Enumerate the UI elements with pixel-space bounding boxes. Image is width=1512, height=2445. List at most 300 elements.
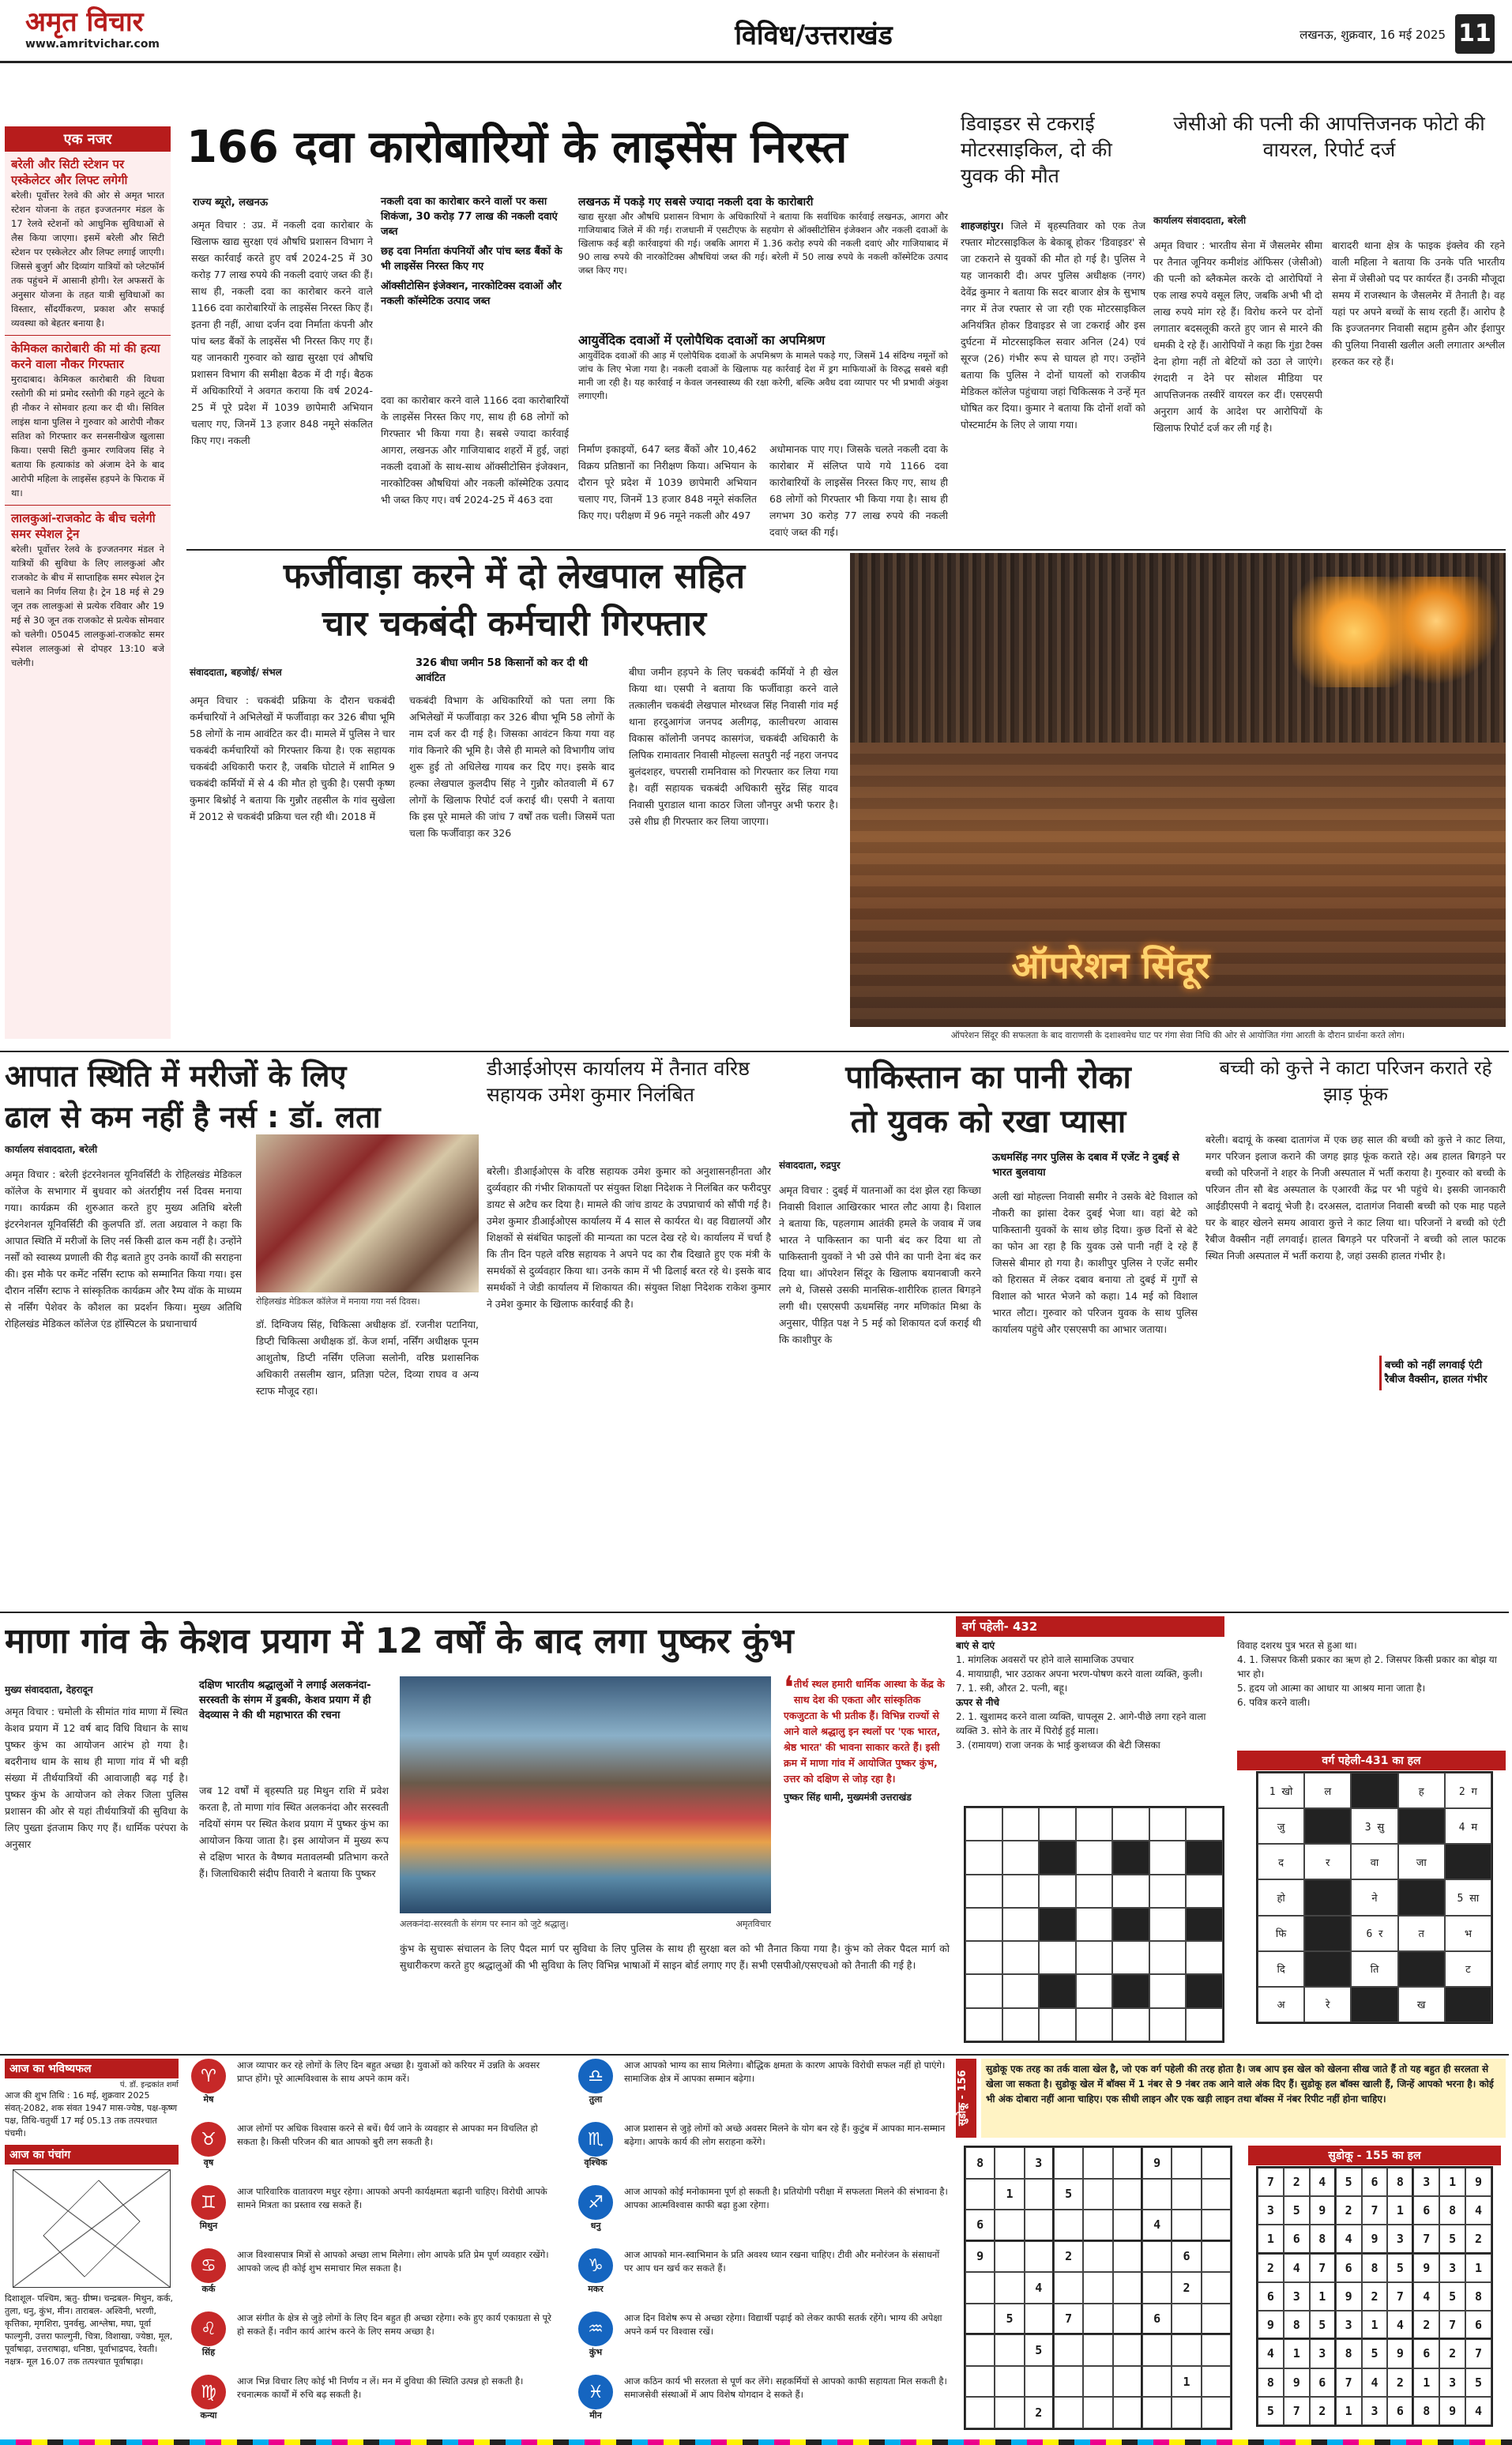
lead-col3: निर्माण इकाइयों, 647 ब्लड बैंकों और 10,462 विक्रय प्रतिष्ठानों का निरीक्षण किया। अभियान के दौरान पूरे प्रदेश में 1039 छापेमारी अभियान चलाए गए, जिनमें 13 हजार 848 नमूने संकलित किए गए। परीक्षण में 96 नमूने नकली और 497 bbox=[578, 443, 757, 521]
crossword-cell[interactable] bbox=[1002, 2008, 1040, 2041]
answer-cell bbox=[1304, 1808, 1351, 1844]
crossword-cell[interactable] bbox=[1186, 1807, 1223, 1841]
answer-cell: त bbox=[1398, 1916, 1445, 1951]
pakistan-bullet: ऊधमसिंह नगर पुलिस के दबाव में एजेंट ने दुबई से भारत बुलवाया bbox=[992, 1152, 1179, 1179]
sudoku-solution-cell: 9 bbox=[1413, 2254, 1439, 2282]
zodiac-row bbox=[574, 2248, 950, 2310]
kumbh-photo-caption: अलकनंदा-सरस्वती के संगम पर स्नान को जुटे श्रद्धालु। bbox=[400, 1919, 569, 1929]
zodiac-sign bbox=[574, 2248, 618, 2310]
zodiac-row bbox=[186, 2059, 558, 2120]
pakistan-headline-1[interactable]: पाकिस्तान का पानी रोका bbox=[845, 1059, 1131, 1096]
sudoku-cell[interactable] bbox=[1054, 2272, 1083, 2304]
crossword-title: वर्ग पहेली- 432 bbox=[956, 1616, 1224, 1637]
crossword-cell[interactable] bbox=[965, 2008, 1002, 2041]
sudoku-puzzle[interactable] bbox=[964, 2146, 1232, 2430]
zodiac-name: धनु bbox=[590, 2221, 601, 2231]
sudoku-solution-cell: 2 bbox=[1413, 2311, 1439, 2339]
sudoku-solution-cell: 3 bbox=[1439, 2368, 1465, 2397]
zodiac-name: मकर bbox=[588, 2284, 604, 2294]
crossword-cell[interactable] bbox=[1002, 1974, 1040, 2007]
sudoku-solution-cell: 6 bbox=[1413, 2339, 1439, 2368]
sudoku-cell[interactable] bbox=[1054, 2147, 1083, 2179]
dios-headline[interactable]: डीआईओएस कार्यालय में तैनात वरिष्ठ सहायक उमेश कुमार निलंबित bbox=[487, 1057, 750, 1106]
sudoku-solution-cell: 1 bbox=[1258, 2225, 1284, 2253]
zodiac-sign bbox=[574, 2059, 618, 2120]
sudoku-cell: 4 bbox=[1142, 2210, 1172, 2241]
sudoku-solution-cell: 1 bbox=[1465, 2254, 1491, 2282]
down-clue: 3. (रामायण) राजा जनक के भाई कुशध्वज की बेटी जिसका bbox=[956, 1740, 1160, 1751]
sudoku-cell[interactable] bbox=[1172, 2210, 1201, 2241]
zodiac-row bbox=[574, 2185, 950, 2247]
sudoku-cell[interactable] bbox=[1025, 2210, 1054, 2241]
sudoku-solution-cell: 5 bbox=[1439, 2282, 1465, 2311]
sudoku-cell[interactable] bbox=[1113, 2304, 1142, 2335]
sudoku-cell[interactable] bbox=[1054, 2397, 1083, 2428]
nurse-photo[interactable] bbox=[256, 1134, 479, 1292]
signs-right bbox=[574, 2059, 950, 2438]
sudoku-solution-cell: 2 bbox=[1362, 2282, 1388, 2311]
zodiac-sign bbox=[574, 2375, 618, 2436]
answer-cell: 2 ग bbox=[1445, 1773, 1491, 1808]
crossword-cell[interactable] bbox=[1002, 1841, 1040, 1874]
across-clue: 7. 1. स्त्री, औरत 2. पत्नी, बहू। bbox=[956, 1683, 1068, 1694]
dog-body: बरेली। बदायूं के कस्बा दातागंज में एक छह साल की बच्ची को कुत्ते ने काट लिया, मगर परिजन इलाज कराने की जगह झाड़ फूंक कराते रहे। अब हालत बिगड़ने पर बच्ची को परिजनों ने शहर के निजी अस्पताल में भर्ती कराया है। गुरुवार को बच्ची के परिजन तीन सौ बेड अस्पताल के एआरवी केंद्र पर भी पहुंचे थे। इसकी जानकारी आईडीएसपी ने बदायूं भेजी है। दरअसल, दातागंज निवासी बच्ची को एक माह पहले घर के बाहर खेलने समय आवारा कुत्ते ने काट लिया था। परिजनों ने बच्ची को एंटी रैबीज वैक्सीन नहीं लगवाई। हालत बिगड़ने पर परिजनों ने बच्ची को लाल फाटक स्थित निजी अस्पताल में भर्ती कराया है, जहां उसकी हालत गंभीर है। bbox=[1205, 1134, 1506, 1262]
zodiac-icon: ♊ bbox=[191, 2185, 226, 2220]
sudoku-cell[interactable] bbox=[1142, 2241, 1172, 2273]
sudoku-cell[interactable] bbox=[1202, 2147, 1231, 2179]
zodiac-icon: ♑ bbox=[578, 2248, 613, 2283]
sidebar-body: बरेली। पूर्वोत्तर रेलवे की ओर से अमृत भारत स्टेशन योजना के तहत इज्जतनगर मंडल के 17 रेलवे स्टेशनों को आधुनिक सुविधाओं से लैस किया जाएगा। इसमें बरेली और सिटी स्टेशन पर एस्केलेटर और लिफ्ट लगाई जाएगी। जिससे बुजुर्ग और दिव्यांग यात्रियों को प्लेटफॉर्म तक पहुंचने में आसानी होगी। रेल अफसरों के अनुसार योजना के तहत यात्री सुविधाओं का विस्तार, सौंदर्यीकरण, प्रकाश और सफाई व्यवस्था को बेहतर बनाया है। bbox=[11, 190, 164, 329]
sudoku-cell[interactable] bbox=[1113, 2334, 1142, 2366]
sudoku-cell[interactable] bbox=[1054, 2366, 1083, 2398]
rule bbox=[0, 1612, 1509, 1613]
sudoku-solution-cell: 7 bbox=[1387, 2282, 1413, 2311]
sudoku-cell[interactable] bbox=[1054, 2334, 1083, 2366]
sudoku-instructions: सुडोकू एक तरह का तर्क वाला खेल है, जो एक वर्ग पहेली की तरह होता है। जब आप इस खेल को खेलना सीख जाते हैं तो यह बहुत ही सरलता से खेला जा सकता है। सुडोकू खेल में बॉक्स में 1 नंबर से 9 नंबर तक आने वाले अंक दिए हैं। सुडोकू हल बॉक्स खाली हैं, जिन्हें आपको भरना है। कोई भी अंक दोबारा नहीं आना चाहिए। एक सीधी लाइन और एक खड़ी लाइन तथा बॉक्स में नंबर रिपीट नहीं होना चाहिए। bbox=[981, 2059, 1506, 2138]
panchang-body: दिशाशूल- पश्चिम, ऋतु- ग्रीष्म। चन्द्रबल- मिथुन, कर्क, तुला, धनु, कुंभ, मीन। ताराबल- अश्विनी, भरणी, कृत्तिका, मृगशिरा, पुनर्वसु, आश्लेषा, मघा, पूर्वा फाल्गुनी, उत्तरा फाल्गुनी, चित्रा, विशाखा, ज्येष्ठा, मूल, पूर्वाषाढ़ा, उत्तराषाढ़ा, धनिष्ठा, पूर्वाभाद्रपद, रेवती। नक्षत्र- मूल 16.07 तक तत्पश्चात पूर्वाषाढ़ा। bbox=[5, 2293, 174, 2367]
zodiac-name: कर्क bbox=[201, 2284, 216, 2294]
sudoku-cell[interactable] bbox=[965, 2397, 995, 2428]
crossword-cell[interactable] bbox=[1186, 1941, 1223, 1974]
nurse-headline-1[interactable]: आपात स्थिति में मरीजों के लिए bbox=[5, 1059, 347, 1093]
zodiac-text: आज प्रशासन से जुड़े लोगों को अच्छे अवसर मिलने के योग बन रहे हैं। कुटुंब में आपका मान-सम्मान बढ़ेगा। आपके कार्य की लोग सराहना करेंगे। bbox=[624, 2123, 946, 2147]
lekhpal-col1: अमृत विचार : चकबंदी प्रक्रिया के दौरान चकबंदी कर्मचारियों ने अभिलेखों में फर्जीवाड़ा कर 326 बीघा भूमि 58 लोगों के नाम आवंटित कर दी। मामले में पुलिस ने चार चकबंदी कर्मचारियों को गिरफ्तार किया है। एक सहायक चकबंदी अधिकारी फरार है, जबकि घोटाले में शामिल 9 चकबंदी कर्मियों में से 4 की मौत हो चुकी है। एसपी कृष्ण कुमार बिश्नोई ने बताया कि गुन्नौर तहसील के गांव सुखेला में 2012 से चकबंदी प्रक्रिया चल रही थी। 2018 में bbox=[190, 694, 395, 822]
sudoku-cell: 2 bbox=[1172, 2272, 1201, 2304]
zodiac-sign bbox=[574, 2122, 618, 2184]
sudoku-cell[interactable] bbox=[965, 2272, 995, 2304]
answer-cell: जा bbox=[1398, 1844, 1445, 1879]
sudoku-cell[interactable] bbox=[1025, 2366, 1054, 2398]
sudoku-cell[interactable] bbox=[1172, 2179, 1201, 2210]
sudoku-cell: 5 bbox=[1054, 2179, 1083, 2210]
across-title: बाएं से दाएं bbox=[956, 1640, 995, 1651]
sudoku-cell[interactable] bbox=[1142, 2179, 1172, 2210]
sudoku-cell[interactable] bbox=[1202, 2304, 1231, 2335]
sudoku-solution-cell: 3 bbox=[1336, 2311, 1362, 2339]
nurse-headline-2[interactable]: ढाल से कम नहीं है नर्स : डॉ. लता bbox=[5, 1100, 381, 1134]
crossword-cell[interactable] bbox=[965, 1807, 1002, 1841]
crossword-cell[interactable] bbox=[1039, 1807, 1076, 1841]
ganga-photo[interactable] bbox=[850, 553, 1506, 1027]
answer-cell bbox=[1351, 1773, 1397, 1808]
answer-cell bbox=[1445, 1844, 1491, 1879]
sidebar-body: बरेली। पूर्वोत्तर रेलवे के इज्जतनगर मंडल ने यात्रियों की सुविधा के लिए लालकुआं और राजकोट के बीच में साप्ताहिक समर स्पेशल ट्रेन चलाने का निर्णय लिया है। ट्रेन 18 मई से 29 जून तक लालकुआं से प्रत्येक रविवार और 19 मई से 30 जून तक राजकोट से प्रत्येक सोमवार को चलेगी। 05045 लालकुआं-राजकोट समर स्पेशल लालकुआं से दोपहर 13:10 बजे चलेगी। bbox=[11, 544, 164, 668]
lead-headline[interactable]: 166 दवा कारोबारियों के लाइसेंस निरस्त bbox=[186, 122, 848, 173]
crossword-cell[interactable] bbox=[1039, 2008, 1076, 2041]
crossword-cell[interactable] bbox=[1112, 1875, 1149, 1908]
crossword-cell[interactable] bbox=[965, 1875, 1002, 1908]
crossword-cell[interactable] bbox=[1149, 2008, 1187, 2041]
kumbh-photo-credit: अमृतविचार bbox=[735, 1919, 771, 1929]
crossword-cell[interactable] bbox=[1186, 1875, 1223, 1908]
crossword-cell bbox=[1039, 1974, 1076, 2007]
sudoku-cell[interactable] bbox=[1025, 2179, 1054, 2210]
sudoku-cell[interactable] bbox=[995, 2334, 1024, 2366]
answer-cell: अ bbox=[1258, 1987, 1304, 2022]
sudoku-cell[interactable] bbox=[995, 2210, 1024, 2241]
crossword-cell[interactable] bbox=[1112, 1941, 1149, 1974]
sudoku-solution-cell: 9 bbox=[1310, 2196, 1336, 2225]
sudoku-cell[interactable] bbox=[965, 2334, 995, 2366]
dateline: लखनऊ, शुक्रवार, 16 मई 2025 bbox=[1299, 28, 1446, 42]
crossword-cell[interactable] bbox=[1002, 1875, 1040, 1908]
sudoku-solution-cell: 5 bbox=[1310, 2311, 1336, 2339]
crossword-cell[interactable] bbox=[1186, 2008, 1223, 2041]
zodiac-name: कन्या bbox=[200, 2410, 217, 2421]
answer-cell bbox=[1398, 1951, 1445, 1987]
sudoku-cell[interactable] bbox=[1202, 2397, 1231, 2428]
crossword-clues-right bbox=[1237, 1638, 1506, 1710]
nurse-photo-caption: रोहिलखंड मेडिकल कॉलेज में मनाया गया नर्स दिवस। bbox=[256, 1296, 420, 1307]
zodiac-name: तुला bbox=[589, 2094, 603, 2105]
sudoku-solution-cell: 5 bbox=[1336, 2168, 1362, 2196]
horoscope-intro: आज की शुभ तिथि : 16 मई, शुक्रवार 2025 संवत्-2082, शक संवत 1947 मास-ज्येष्ठ, पक्ष-कृष्ण पक्ष, तिथि-चतुर्थी 17 मई 05.13 तक तत्पश्चात पंचमी। bbox=[5, 2090, 178, 2138]
crossword-cell[interactable] bbox=[1076, 1807, 1113, 1841]
zodiac-name: सिंह bbox=[201, 2347, 216, 2357]
crossword-grid[interactable] bbox=[964, 1806, 1224, 2043]
crossword-cell[interactable] bbox=[1076, 1941, 1113, 1974]
zodiac-icon: ♏ bbox=[578, 2122, 613, 2157]
down-clue: विवाह दशरथ पुत्र भरत से हुआ था। bbox=[1237, 1640, 1357, 1651]
sudoku-cell[interactable] bbox=[1202, 2210, 1231, 2241]
answer-title: वर्ग पहेली-431 का हल bbox=[1237, 1751, 1506, 1770]
zodiac-sign bbox=[186, 2375, 231, 2436]
zodiac-icon: ♐ bbox=[578, 2185, 613, 2220]
sudoku-cell[interactable] bbox=[1172, 2397, 1201, 2428]
zodiac-text: आज आपको कोई मनोकामना पूर्ण हो सकती है। प्रतियोगी परीक्षा में सफलता मिलने की संभावना है। आपका आत्मविश्वास काफी बढ़ा हुआ रहेगा। bbox=[624, 2186, 948, 2210]
sudoku-cell[interactable] bbox=[1172, 2304, 1201, 2335]
divider-headline[interactable]: डिवाइडर से टकराई मोटरसाइकिल, दो की युवक की मौत bbox=[961, 112, 1112, 187]
dog-callout: बच्ची को नहीं लगवाई एंटी रैबीज वैक्सीन, हालत गंभीर bbox=[1379, 1356, 1506, 1390]
sudoku-solution-cell: 8 bbox=[1310, 2225, 1336, 2253]
crossword-cell[interactable] bbox=[1149, 1908, 1187, 1941]
sudoku-cell[interactable] bbox=[1172, 2147, 1201, 2179]
answer-cell bbox=[1304, 1951, 1351, 1987]
sudoku-cell[interactable] bbox=[1113, 2210, 1142, 2241]
sudoku-solution-cell: 4 bbox=[1362, 2368, 1388, 2397]
zodiac-text: आज लोगों पर अधिक विश्वास करने से बचें। धैर्य जाने के व्यवहार से आपका मन विचलित हो सकता है। किसी परिजन की बात आपको बुरी लग सकती है। bbox=[237, 2123, 538, 2147]
sudoku-solution-cell: 6 bbox=[1310, 2368, 1336, 2397]
paper-logo[interactable] bbox=[25, 6, 199, 57]
sudoku-cell: 4 bbox=[1025, 2272, 1054, 2304]
sudoku-cell[interactable] bbox=[1142, 2366, 1172, 2398]
pakistan-story bbox=[779, 1055, 1198, 1608]
sudoku-solution-cell: 6 bbox=[1362, 2168, 1388, 2196]
rule bbox=[0, 1051, 1509, 1052]
answer-cell: भ bbox=[1445, 1916, 1491, 1951]
lead-bullet: नकली दवा का कारोबार करने वालों पर कसा शिकंजा, 30 करोड़ 77 लाख की नकली दवाएं जब्त bbox=[381, 196, 558, 238]
sudoku-cell[interactable] bbox=[1083, 2147, 1112, 2179]
sidebar-header: एक नजर bbox=[5, 126, 171, 152]
sudoku-cell[interactable] bbox=[1083, 2397, 1112, 2428]
zodiac-icon: ♋ bbox=[191, 2248, 226, 2283]
zodiac-sign bbox=[574, 2311, 618, 2373]
sudoku-solution-cell: 6 bbox=[1258, 2282, 1284, 2311]
sudoku-solution-cell: 8 bbox=[1413, 2397, 1439, 2425]
sidebar bbox=[5, 126, 171, 1039]
lead-bullets bbox=[381, 194, 569, 309]
sudoku-cell[interactable] bbox=[965, 2179, 995, 2210]
sudoku-cell[interactable] bbox=[1025, 2304, 1054, 2335]
zodiac-text: आज कठिन कार्य भी सरलता से पूर्ण कर लेंगे। सहकर्मियों से आपको काफी सहायता मिल सकती है। समाजसेवी संस्थाओं में आप विशेष योगदान दे सकते हैं। bbox=[624, 2375, 947, 2400]
zodiac-text: आज संगीत के क्षेत्र से जुड़े लोगों के लिए दिन बहुत ही अच्छा रहेगा। रुके हुए कार्य एकाग्रता से पूरे हो सकते हैं। नवीन कार्य आरंभ करने के लिए समय अच्छा है। bbox=[237, 2312, 551, 2337]
sudoku-cell: 2 bbox=[1054, 2241, 1083, 2273]
sudoku-cell[interactable] bbox=[1142, 2272, 1172, 2304]
crossword-cell[interactable] bbox=[1076, 1875, 1113, 1908]
zodiac-text: आज आपको भाग्य का साथ मिलेगा। बौद्धिक क्षमता के कारण आपके विरोधी सफल नहीं हो पाएंगे। सामाजिक क्षेत्र में आपका सम्मान बढ़ेगा। bbox=[624, 2059, 946, 2084]
lead-story bbox=[186, 118, 953, 545]
sudoku-solution-cell: 3 bbox=[1413, 2168, 1439, 2196]
section-title: विविध/उत्तराखंड bbox=[735, 20, 893, 51]
sudoku-solution-cell: 8 bbox=[1284, 2311, 1310, 2339]
kumbh-bullet: दक्षिण भारतीय श्रद्धालुओं ने लगाई अलकनंदा-सरस्वती के संगम में डुबकी, केशव प्रयाग में ही वेदव्यास ने की थी महाभारत की रचना bbox=[199, 1680, 371, 1721]
zodiac-text: आज भिन्न विचार लिए कोई भी निर्णय न लें। मन में दुविधा की स्थिति उत्पन्न हो सकती है। रचनात्मक कार्यों में रुचि बढ़ सकती है। bbox=[237, 2375, 524, 2400]
zodiac-name: मेष bbox=[203, 2094, 214, 2105]
sudoku-cell[interactable] bbox=[1202, 2334, 1231, 2366]
sudoku-solution-cell: 6 bbox=[1465, 2311, 1491, 2339]
sudoku-solution-cell: 7 bbox=[1284, 2397, 1310, 2425]
crossword-cell bbox=[1112, 1841, 1149, 1874]
crossword-cell[interactable] bbox=[1112, 1807, 1149, 1841]
sudoku-cell[interactable] bbox=[1202, 2179, 1231, 2210]
crossword-cell[interactable] bbox=[1002, 1908, 1040, 1941]
crossword-cell[interactable] bbox=[1149, 1807, 1187, 1841]
lekhpal-headline-1[interactable]: फर्जीवाड़ा करने में दो लेखपाल सहित bbox=[283, 556, 746, 596]
side-box-title: लखनऊ में पकड़े गए सबसे ज्यादा नकली दवा के कारोबारी bbox=[578, 196, 814, 209]
quote-mark-icon: ❛ bbox=[784, 1670, 794, 1706]
sudoku-solution-cell: 4 bbox=[1284, 2254, 1310, 2282]
down-clue: 2. 1. खुशामद करने वाला व्यक्ति, चापलूस 2. आगे-पीछे लगा रहने वाला व्यक्ति 3. सोने के तार में पिरोई हुई माला। bbox=[956, 1711, 1206, 1736]
crossword-cell[interactable] bbox=[1149, 1841, 1187, 1874]
crossword-cell[interactable] bbox=[1039, 1941, 1076, 1974]
crossword-cell[interactable] bbox=[965, 1841, 1002, 1874]
horoscope-author: पं. डॉ. इन्द्रकांत शर्मा bbox=[119, 2081, 179, 2090]
answer-cell bbox=[1351, 1987, 1397, 2022]
zodiac-text: आज दिन विशेष रूप से अच्छा रहेगा। विद्यार्थी पढ़ाई को लेकर काफी सतर्क रहेंगे। भाग्य की अपेक्षा अपने कर्म पर विश्वास रखें। bbox=[624, 2312, 942, 2337]
crossword-cell[interactable] bbox=[1112, 2008, 1149, 2041]
sidebar-headline[interactable]: केमिकल कारोबारी की मां की हत्या करने वाला नौकर गिरफ्तार bbox=[11, 341, 160, 371]
crossword-cell[interactable] bbox=[1149, 1974, 1187, 2007]
crossword-cell[interactable] bbox=[1076, 1841, 1113, 1874]
sudoku-cell[interactable] bbox=[1113, 2241, 1142, 2273]
sidebar-headline[interactable]: बरेली और सिटी स्टेशन पर एस्केलेटर और लिफ्ट लगेगी bbox=[11, 157, 128, 187]
sudoku-solution-cell: 5 bbox=[1439, 2225, 1465, 2253]
sudoku-cell[interactable] bbox=[1113, 2179, 1142, 2210]
sudoku-cell[interactable] bbox=[1113, 2397, 1142, 2428]
crossword-cell[interactable] bbox=[1076, 1974, 1113, 2007]
jco-headline[interactable]: जेसीओ की पत्नी की आपत्तिजनक फोटो की वायरल, रिपोर्ट दर्ज bbox=[1173, 112, 1485, 161]
sudoku-solution-cell: 4 bbox=[1258, 2339, 1284, 2368]
crossword-cell[interactable] bbox=[1076, 2008, 1113, 2041]
sudoku-cell: 6 bbox=[1142, 2304, 1172, 2335]
sidebar-item[interactable] bbox=[5, 505, 171, 675]
sudoku-cell[interactable] bbox=[1083, 2272, 1112, 2304]
sudoku-solution-cell: 5 bbox=[1465, 2368, 1491, 2397]
crossword-cell[interactable] bbox=[1039, 1875, 1076, 1908]
sudoku-solution-cell: 8 bbox=[1336, 2339, 1362, 2368]
sudoku-cell[interactable] bbox=[1113, 2366, 1142, 2398]
sudoku-solution-cell: 8 bbox=[1387, 2168, 1413, 2196]
sudoku-cell[interactable] bbox=[995, 2366, 1024, 2398]
sudoku-solution-cell: 4 bbox=[1413, 2282, 1439, 2311]
sudoku-cell[interactable] bbox=[1113, 2147, 1142, 2179]
crossword-cell[interactable] bbox=[1149, 1941, 1187, 1974]
sudoku-cell[interactable] bbox=[995, 2272, 1024, 2304]
sudoku-cell[interactable] bbox=[1054, 2210, 1083, 2241]
sudoku-cell: 5 bbox=[995, 2304, 1024, 2335]
sudoku-cell[interactable] bbox=[1083, 2210, 1112, 2241]
sudoku-cell[interactable] bbox=[1202, 2241, 1231, 2273]
dog-headline[interactable]: बच्ची को कुत्ते ने काटा परिजन कराते रहे झाड़ फूंक bbox=[1219, 1057, 1492, 1105]
lead-col2: दवा का कारोबार करने वाले 1166 दवा कारोबारियों के लाइसेंस निरस्त किए गए, साथ ही 68 लोगों को गिरफ्तार भी किया गया है। सबसे ज्यादा कार्रवाई आगरा, लखनऊ और गाजियाबाद शहरों में हुई, जहां नकली दवाओं के साथ-साथ ऑक्सीटोसिन इंजेक्शन, नारकोटिक्स औषधियां और नकली कॉस्मेटिक उत्पाद भी जब्त किए गए। वर्ष 2024-25 में 463 दवा bbox=[381, 394, 569, 506]
kumbh-col3: कुंभ के सुचारू संचालन के लिए पैदल मार्ग पर सुविधा के लिए पुलिस के साथ ही सुरक्षा बल को भी तैनात किया गया है। कुंभ को लेकर पैदल मार्ग को सुधारीकरण करते हुए श्रद्धालुओं की भी सुविधा के लिए विभिन्न भाषाओं में साइन बोर्ड लगाए गए हैं। सभी एसपीओ/एसएचओ को तैनाती की गई है। bbox=[400, 1943, 950, 1971]
zodiac-name: कुंभ bbox=[589, 2347, 603, 2357]
answer-cell bbox=[1398, 1879, 1445, 1915]
crossword-cell[interactable] bbox=[1076, 1908, 1113, 1941]
zodiac-text: आज विश्वासपात्र मित्रों से आपको अच्छा लाभ मिलेगा। लोग आपके प्रति प्रेम पूर्ण व्यवहार रखेंगे। आपको जल्द ही कोई शुभ समाचार मिल सकता है। bbox=[237, 2249, 549, 2274]
answer-cell: ति bbox=[1351, 1951, 1397, 1987]
zodiac-row bbox=[574, 2375, 950, 2436]
sudoku-solution-cell: 6 bbox=[1413, 2196, 1439, 2225]
zodiac-icon: ♍ bbox=[191, 2375, 226, 2409]
sudoku-solution-cell: 2 bbox=[1439, 2339, 1465, 2368]
jco-body2: बारादरी थाना क्षेत्र के फाइक इंक्लेव की रहने वाली महिला ने बताया कि उनके पति भारतीय सेना में जेसीओ पद पर कार्यरत हैं। उनकी मौजूदा समय में राजस्थान के जैसलमेर में तैनाती है। वह यहां पर अपने बच्चों के साथ रहती हैं। आरोप है कि इज्जतनगर निवासी सद्दाम हुसैन और ईशापुर की पुलिया निवासी खलील अली लगातार अश्लील हरकत कर रहे हैं। bbox=[1332, 239, 1505, 367]
signs-left bbox=[186, 2059, 558, 2438]
sidebar-body: मुरादाबाद। केमिकल कारोबारी की विधवा रस्तोगी की मां प्रमोद रस्तोगी की गहने लूटने के ही नौकर ने सोमवार हत्या कर दी थी। सिविल लाइंस थाना पुलिस ने गुरुवार को आरोपी नौकर सतिश को गिरफ्तार कर सनसनीखेज खुलासा किया। एसपी सिटी कुमार रणविजय सिंह ने बताया कि हत्याकांड को अंजाम देने के बाद आरोपी महिला के लाइसेंस हड़पने के फिराक में था। bbox=[11, 374, 164, 498]
sudoku-cell[interactable] bbox=[1202, 2272, 1231, 2304]
across-clue: 1. मांगलिक अवसरों पर होने वाले सामाजिक उपचार bbox=[956, 1654, 1134, 1665]
sudoku-cell: 8 bbox=[965, 2147, 995, 2179]
sudoku-cell[interactable] bbox=[1113, 2272, 1142, 2304]
sudoku-solution-cell: 9 bbox=[1284, 2368, 1310, 2397]
zodiac-row bbox=[186, 2185, 558, 2247]
sudoku-cell[interactable] bbox=[1083, 2179, 1112, 2210]
kumbh-story bbox=[5, 1616, 950, 2051]
sudoku-cell: 1 bbox=[1172, 2366, 1201, 2398]
sudoku-cell[interactable] bbox=[1083, 2304, 1112, 2335]
zodiac-icon: ♈ bbox=[191, 2059, 226, 2093]
crossword-cell[interactable] bbox=[965, 1941, 1002, 1974]
kumbh-headline[interactable]: माणा गांव के केशव प्रयाग में 12 वर्षों के बाद लगा पुष्कर कुंभ bbox=[5, 1621, 794, 1661]
jco-body: अमृत विचार : भारतीय सेना में जैसलमेर सीमा पर तैनात जूनियर कमीशंड ऑफिसर (जेसीओ) की पत्नी को ब्लैकमेल करके दो आरोपियों ने एक लाख रुपये वसूल लिए, जबकि अभी भी दो लाख रुपये मांग रहे हैं। विरोध करने पर दोनों लगातार बदसलूकी करते हुए जान से मारने की धमकी दे रहे हैं। आरोपियों ने कहा कि गुंडा टैक्स देना होगा नहीं तो बेटियों को उठा ले जाएंगे। रंगदारी न देने पर सोशल मीडिया पर आपत्तिजनक तस्वीरें वायरल कर दीं। एसएसपी अनुराग आर्य के आदेश पर आरोपियों के खिलाफ रिपोर्ट दर्ज कर ली गई है। bbox=[1153, 239, 1322, 434]
sudoku-cell[interactable] bbox=[1172, 2334, 1201, 2366]
sudoku-solution-cell: 7 bbox=[1413, 2225, 1439, 2253]
panchang-diamond bbox=[43, 2180, 140, 2277]
zodiac-name: वृश्चिक bbox=[584, 2157, 607, 2168]
kumbh-photo[interactable] bbox=[400, 1676, 771, 1913]
lekhpal-col2: चकबंदी विभाग के अधिकारियों को पता लगा कि अभिलेखों में फर्जीवाड़ा कर 326 बीघा भूमि 58 लोगों के नाम दर्ज कर दी गई है। जिसका आवंटन किया गया वह गांव किनारे की भूमि है। जैसे ही मामले को विभागीय जांच शुरू हुई तो अधिलेख गायब कर दिए गए। इसके बाद हल्का लेखपाल कुलदीप सिंह ने गुन्नौर कोतवाली में 67 लोगों के खिलाफ रिपोर्ट दर्ज कराई थी। एसपी ने बताया कि इस पूरे मामले की जांच 7 वर्षों तक चली। जिसमें पता चला कि फर्जीवाड़ा कर 326 bbox=[409, 694, 615, 839]
kumbh-col2: जब 12 वर्षों में बृहस्पति ग्रह मिथुन राशि में प्रवेश करता है, तो माणा गांव स्थित अलकनंदा और सरस्वती नदियों संगम पर स्थित केशव प्रयाग में पुष्कर कुंभ का आयोजन किया जाता है। इस आयोजन में मुख्य रूप से दक्षिण भारत के वैष्णव मतावलम्बी प्रतिभाग करते हैं। जिलाधिकारी संदीप तिवारी ने बताया कि पुष्कर bbox=[199, 1785, 389, 1879]
sudoku-cell[interactable] bbox=[1083, 2241, 1112, 2273]
sudoku-cell[interactable] bbox=[965, 2304, 995, 2335]
sudoku-cell[interactable] bbox=[995, 2147, 1024, 2179]
sudoku-cell[interactable] bbox=[1202, 2366, 1231, 2398]
panchang-chart bbox=[13, 2169, 171, 2288]
zodiac-text: आज आपको मान-स्वाभिमान के प्रति अवश्य ध्यान रखना चाहिए। टीवी और मनोरंजन के संसाधनों पर आप धन खर्च कर सकते हैं। bbox=[624, 2249, 940, 2274]
crossword-cell[interactable] bbox=[1149, 1875, 1187, 1908]
sudoku-solution-cell: 3 bbox=[1284, 2282, 1310, 2311]
crossword-cell bbox=[1186, 1841, 1223, 1874]
answer-cell: जु bbox=[1258, 1808, 1304, 1844]
down-clue: 5. हृदय जो आत्मा का आधार या आश्रय माना जाता है। bbox=[1237, 1683, 1426, 1694]
sidebar-item[interactable] bbox=[5, 152, 171, 335]
sudoku-solution-cell: 4 bbox=[1465, 2397, 1491, 2425]
sudoku-cell[interactable] bbox=[1083, 2334, 1112, 2366]
sudoku-cell[interactable] bbox=[995, 2397, 1024, 2428]
sidebar-headline[interactable]: लालकुआं-राजकोट के बीच चलेगी समर स्पेशल ट्रेन bbox=[11, 511, 156, 541]
sudoku-cell[interactable] bbox=[965, 2366, 995, 2398]
sudoku-solution-cell: 2 bbox=[1258, 2254, 1284, 2282]
sudoku-label: सुडोकू - 156 bbox=[956, 2059, 976, 2138]
zodiac-sign bbox=[186, 2059, 231, 2120]
crossword-cell[interactable] bbox=[965, 1974, 1002, 2007]
crossword-cell[interactable] bbox=[1002, 1807, 1040, 1841]
zodiac-text: आज पारिवारिक वातावरण मधुर रहेगा। आपको अपनी कार्यक्षमता बढ़ानी चाहिए। विरोधी आपके सामने मित्रता का प्रस्ताव रख सकते हैं। bbox=[237, 2186, 547, 2210]
sudoku-solution-cell: 4 bbox=[1465, 2196, 1491, 2225]
sudoku-cell: 2 bbox=[1025, 2397, 1054, 2428]
lead-side-box bbox=[578, 194, 948, 327]
lekhpal-headline-2[interactable]: चार चकबंदी कर्मचारी गिरफ्तार bbox=[322, 604, 707, 644]
side-box-body: खाद्य सुरक्षा और औषधि प्रशासन विभाग के अधिकारियों ने बताया कि सर्वाधिक कार्रवाई लखनऊ, आगरा और गाजियाबाद जिले में की गई। राजधानी में एसटीएफ के सहयोग से ऑक्सीटोसिन इंजेक्शन और नकली दवाओं के खिलाफ कई बड़ी कार्रवाइयां की गई। जबकि आगरा में 1.36 करोड़ रुपये की नकली दवाएं और गाजियाबाद में 90 लाख रुपये की नारकोटिक्स औषधियां जब्त की गई। बरेली में 50 लाख रुपये के नकली कॉस्मेटिक उत्पाद जब्त किए गए। bbox=[578, 211, 948, 276]
answer-cell: फि bbox=[1258, 1916, 1304, 1951]
answer-cell: हो bbox=[1258, 1879, 1304, 1915]
sudoku-solution-cell: 7 bbox=[1362, 2196, 1388, 2225]
sudoku-cell[interactable] bbox=[1142, 2334, 1172, 2366]
crossword-cell bbox=[1186, 1908, 1223, 1941]
pakistan-headline-2[interactable]: तो युवक को रखा प्यासा bbox=[850, 1104, 1126, 1140]
sudoku-solution-cell: 6 bbox=[1336, 2254, 1362, 2282]
sidebar-item[interactable] bbox=[5, 335, 171, 505]
answer-cell: 4 म bbox=[1445, 1808, 1491, 1844]
sudoku-cell[interactable] bbox=[1083, 2366, 1112, 2398]
sudoku-solution-cell: 3 bbox=[1387, 2225, 1413, 2253]
divider-story bbox=[961, 111, 1145, 545]
sudoku-cell: 3 bbox=[1025, 2147, 1054, 2179]
crossword-cell[interactable] bbox=[965, 1908, 1002, 1941]
crossword-cell[interactable] bbox=[1002, 1941, 1040, 1974]
sudoku-cell: 9 bbox=[1142, 2147, 1172, 2179]
sudoku-cell: 6 bbox=[1172, 2241, 1201, 2273]
sudoku-cell[interactable] bbox=[995, 2241, 1024, 2273]
paper-url[interactable]: www.amritvichar.com bbox=[25, 38, 160, 51]
sudoku-cell[interactable] bbox=[1142, 2397, 1172, 2428]
sudoku-cell[interactable] bbox=[1025, 2241, 1054, 2273]
sudoku-solution-cell: 3 bbox=[1362, 2397, 1388, 2425]
lekhpal-byline: संवाददाता, बहजोई/ संभल bbox=[190, 667, 282, 678]
sudoku-solution-cell: 2 bbox=[1387, 2368, 1413, 2397]
answer-cell: ह bbox=[1398, 1773, 1445, 1808]
lead-byline: राज्य ब्यूरो, लखनऊ bbox=[193, 197, 269, 209]
